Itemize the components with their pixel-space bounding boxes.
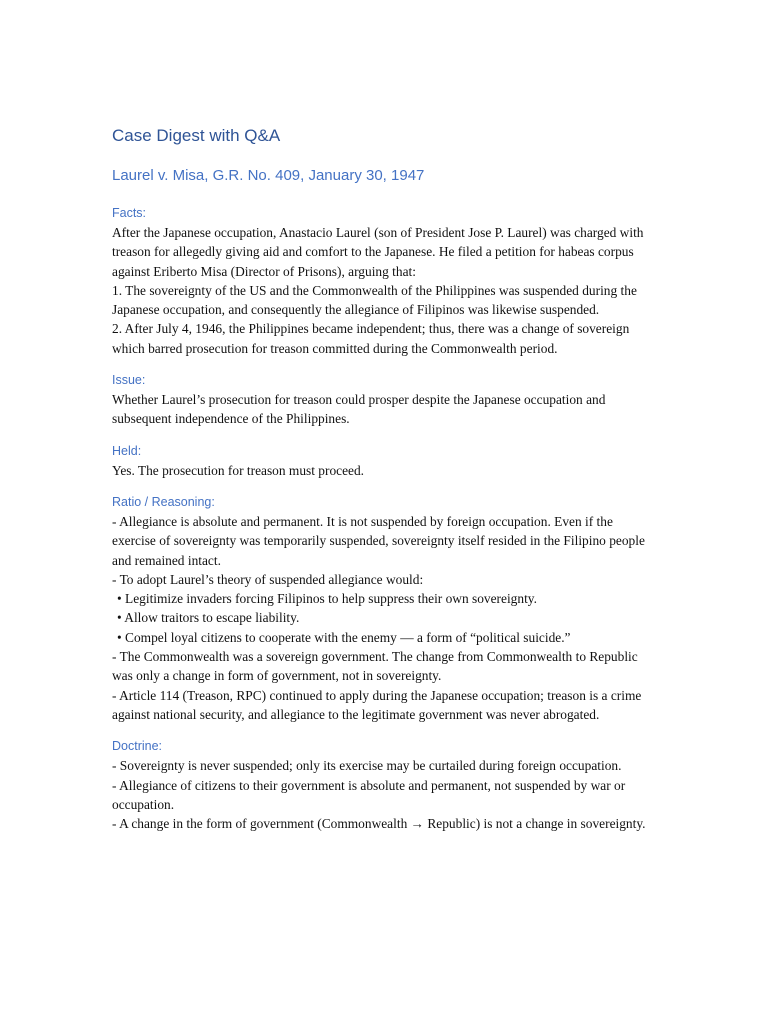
issue-heading: Issue: — [112, 373, 146, 388]
ratio-point-4: - Article 114 (Treason, RPC) continued to apply during the Japanese occupation; treason is a crime against national security, and allegiance to the legitimate government was never abrogated. — [112, 687, 642, 722]
ratio-bullet-2: • Allow traitors to escape liability. — [117, 610, 300, 626]
ratio-section — [112, 493, 660, 724]
facts-point-2: 2. After July 4, 1946, the Philippines became independent; thus, there was a change of sovereign which barred prosecution for treason committed during the Commonwealth period. — [112, 321, 630, 356]
held-heading: Held: — [112, 443, 142, 458]
issue-section — [112, 371, 660, 429]
facts-heading: Facts: — [112, 206, 147, 220]
document-title: Case Digest with Q&A — [112, 126, 281, 145]
doctrine-point-1: - Sovereignty is never suspended; only its exercise may be curtailed during foreign occupation. — [112, 758, 622, 774]
facts-section — [112, 204, 660, 358]
facts-intro: After the Japanese occupation, Anastacio Laurel (son of President Jose P. Laurel) was charged with treason for allegedly giving aid and comfort to the Japanese. He filed a petition for habeas corpus against Eriberto Misa (Director of Prisons), arguing that: — [112, 225, 644, 279]
held-section — [112, 442, 660, 480]
document-page — [112, 124, 660, 846]
facts-body — [112, 223, 660, 358]
doctrine-point-2: - Allegiance of citizens to their government is absolute and permanent, not suspended by war or occupation. — [112, 777, 626, 812]
ratio-point-2: - To adopt Laurel’s theory of suspended allegiance would: — [112, 571, 424, 587]
doctrine-body — [112, 756, 660, 833]
doctrine-section — [112, 737, 660, 833]
ratio-bullet-1: • Legitimize invaders forcing Filipinos to help suppress their own sovereignty. — [117, 591, 537, 607]
ratio-point-1: - Allegiance is absolute and permanent. It is not suspended by foreign occupation. Even if the exercise of sovereignty was temporarily suspended, sovereignty itself resided in the Filipino people and remained intact. — [112, 513, 645, 568]
held-text: Yes. The prosecution for treason must proceed. — [112, 462, 365, 478]
facts-point-1: 1. The sovereignty of the US and the Commonwealth of the Philippines was suspended during the Japanese occupation, and consequently the allegiance of Filipinos was likewise suspended. — [112, 282, 637, 318]
doctrine-point-3: - A change in the form of government (Commonwealth → Republic) is not a change in sovereignty. — [112, 816, 646, 832]
case-title: Laurel v. Misa, G.R. No. 409, January 30, 1947 — [112, 167, 425, 184]
ratio-heading: Ratio / Reasoning: — [112, 494, 215, 509]
issue-text: Whether Laurel’s prosecution for treason could prosper despite the Japanese occupation and subsequent independence of the Philippines. — [112, 392, 606, 427]
doctrine-heading: Doctrine: — [112, 739, 163, 754]
ratio-bullet-3: • Compel loyal citizens to cooperate with the enemy — a form of “political suicide.” — [117, 629, 571, 645]
ratio-point-3: - The Commonwealth was a sovereign government. The change from Commonwealth to Republic was only a change in form of government, not in sovereignty. — [112, 649, 638, 684]
ratio-body — [112, 512, 660, 724]
